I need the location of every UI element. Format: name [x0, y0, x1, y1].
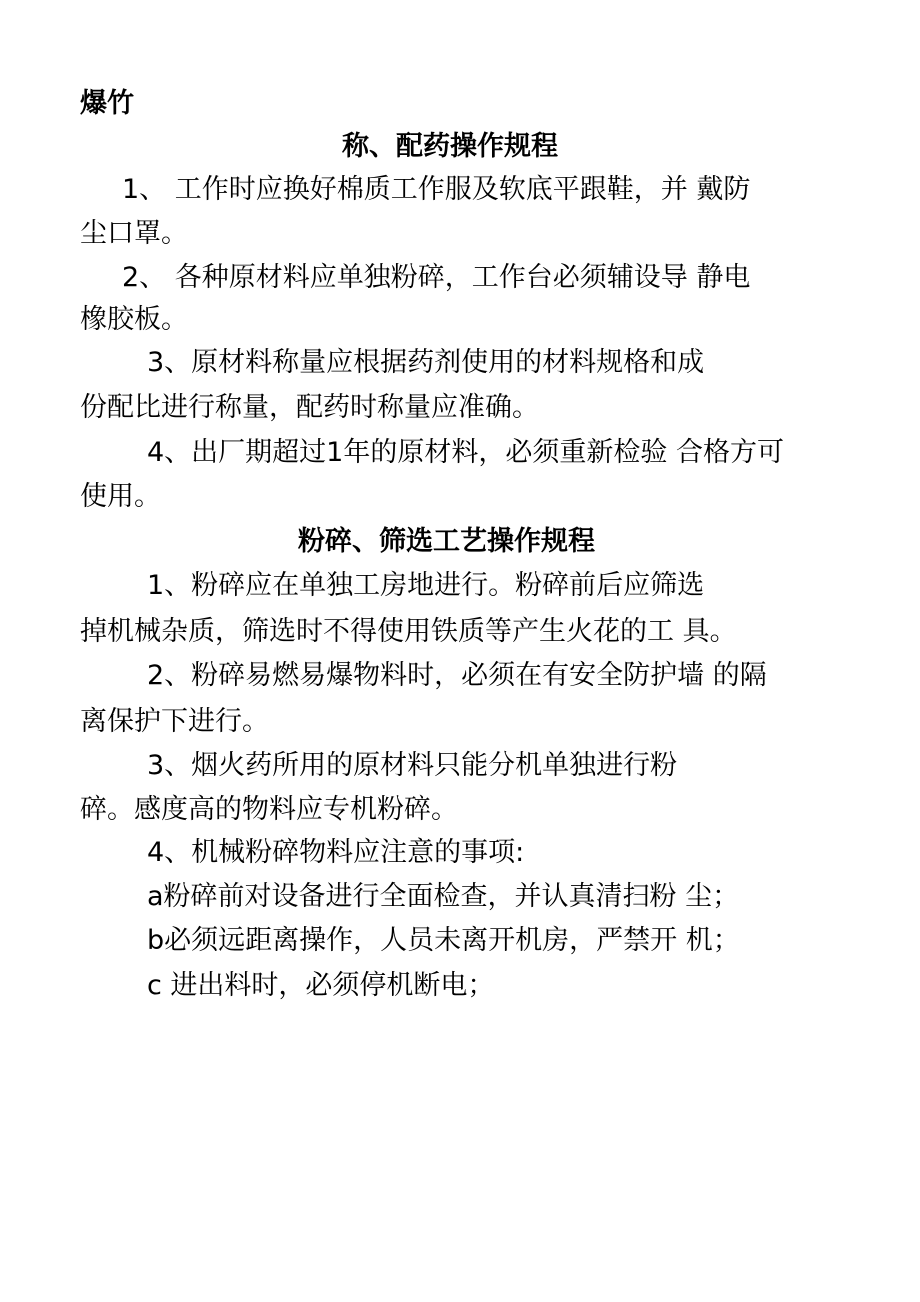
- section1-line-3: 2、 各种原材料应单独粉碎，工作台必须辅设导 静电: [122, 262, 751, 293]
- section1-line-8: 使用。: [80, 481, 161, 512]
- section2-line-6: 碎。感度高的物料应专机粉碎。: [80, 794, 458, 825]
- section1-line-2: 尘口罩。: [80, 218, 188, 249]
- section1-line-7: 4、出厂期超过1年的原材料，必须重新检验 合格方可: [147, 437, 784, 468]
- section2-line-1: 1、粉碎应在单独工房地进行。粉碎前后应筛选: [147, 570, 705, 601]
- section2-line-9: b必须远距离操作，人员未离开机房，严禁开 机；: [147, 925, 740, 956]
- section2-line-10: c 进出料时，必须停机断电；: [147, 970, 495, 1001]
- section1-line-4: 橡胶板。: [80, 304, 188, 335]
- section1-line-1: 1、 工作时应换好棉质工作服及软底平跟鞋，并 戴防: [122, 174, 751, 205]
- section1-line-5: 3、原材料称量应根据药剂使用的材料规格和成: [147, 347, 705, 378]
- section1-line-6: 份配比进行称量，配药时称量应准确。: [80, 392, 539, 423]
- section2-heading: 粉碎、筛选工艺操作规程: [298, 526, 595, 557]
- document-title: 爆竹: [80, 88, 134, 119]
- section2-line-2: 掉机械杂质，筛选时不得使用铁质等产生火花的工 具。: [80, 616, 737, 647]
- section2-line-3: 2、粉碎易燃易爆物料时，必须在有安全防护墙 的隔: [147, 660, 767, 691]
- section2-line-5: 3、烟火药所用的原材料只能分机单独进行粉: [147, 750, 678, 781]
- section2-line-8: a粉碎前对设备进行全面检查，并认真清扫粉 尘；: [147, 881, 740, 912]
- section2-line-7: 4、机械粉碎物料应注意的事项:: [147, 837, 525, 868]
- section2-line-4: 离保护下进行。: [80, 706, 269, 737]
- section1-heading: 称、配药操作规程: [342, 131, 558, 162]
